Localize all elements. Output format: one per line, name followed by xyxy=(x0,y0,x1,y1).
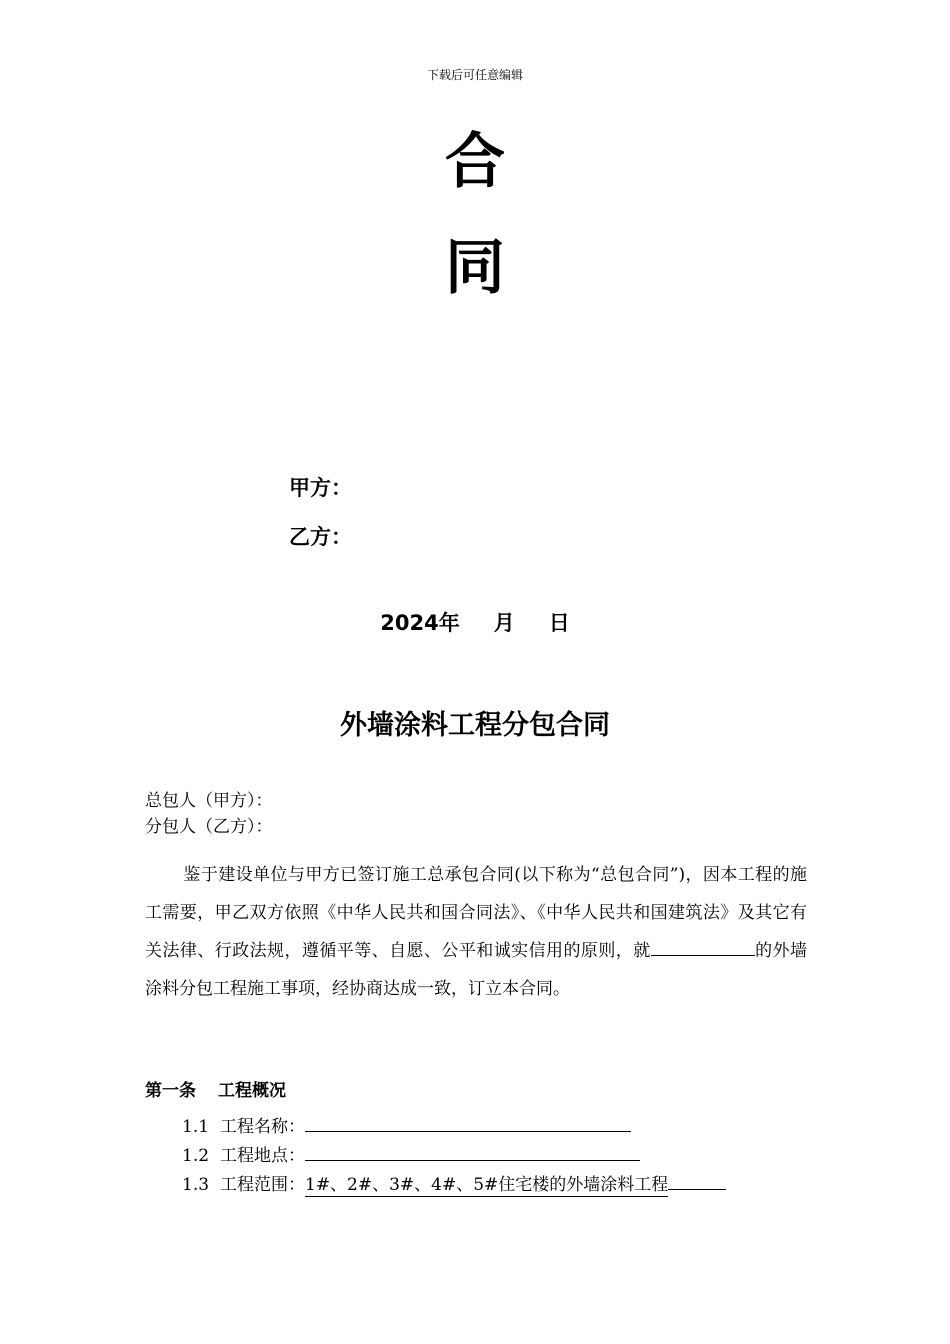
item-label: 工程范围： xyxy=(220,1175,305,1195)
project-name-blank xyxy=(651,937,755,956)
preamble-paragraph xyxy=(145,856,807,1008)
item-label: 工程名称： xyxy=(220,1117,305,1137)
cover-date xyxy=(0,607,950,637)
subcontractor-label: 分包人（乙方）： xyxy=(145,817,273,837)
article-1-title: 工程概况 xyxy=(218,1081,286,1101)
project-scope-line xyxy=(668,1169,726,1190)
article-1-heading xyxy=(145,1076,286,1101)
project-name-line xyxy=(305,1111,631,1132)
project-scope-value: 1#、2#、3#、4#、5#住宅楼的外墙涂料工程 xyxy=(305,1175,669,1195)
contract-title: 外墙涂料工程分包合同 xyxy=(340,710,610,741)
general-contractor-label: 总包人（甲方）： xyxy=(145,791,273,811)
item-number: 1.3 xyxy=(182,1175,210,1195)
preamble-text-2: 的外墙涂料分包工程施工事项，经协商达成一致，订立本合同。 xyxy=(145,941,807,999)
article-item xyxy=(182,1169,726,1195)
article-1-number: 第一条 xyxy=(145,1081,196,1101)
item-label: 工程地点： xyxy=(220,1146,305,1166)
party-b-label: 乙方： xyxy=(289,525,352,549)
date-day: 日 xyxy=(548,611,570,635)
cover-title-char-1: 合 xyxy=(445,127,505,197)
article-item xyxy=(182,1140,640,1166)
cover-title-char-2: 同 xyxy=(445,233,505,303)
item-number: 1.2 xyxy=(182,1146,210,1166)
item-number: 1.1 xyxy=(182,1117,210,1137)
header-note: 下载后可任意编辑 xyxy=(426,68,523,82)
date-year: 2024年 xyxy=(380,611,460,635)
article-item xyxy=(182,1111,631,1137)
party-a-label: 甲方： xyxy=(289,476,352,500)
project-location-line xyxy=(305,1140,640,1161)
preamble-text-1: 鉴于建设单位与甲方已签订施工总承包合同(以下称为“总包合同”)，因本工程的施工需要，甲乙双方依照《中华人民共和国合同法》、《中华人民共和国建筑法》及其它有关法律、行政法规，遵循平等、自愿、公平和诚实信用的原则，就 xyxy=(145,865,807,961)
date-month: 月 xyxy=(493,611,515,635)
